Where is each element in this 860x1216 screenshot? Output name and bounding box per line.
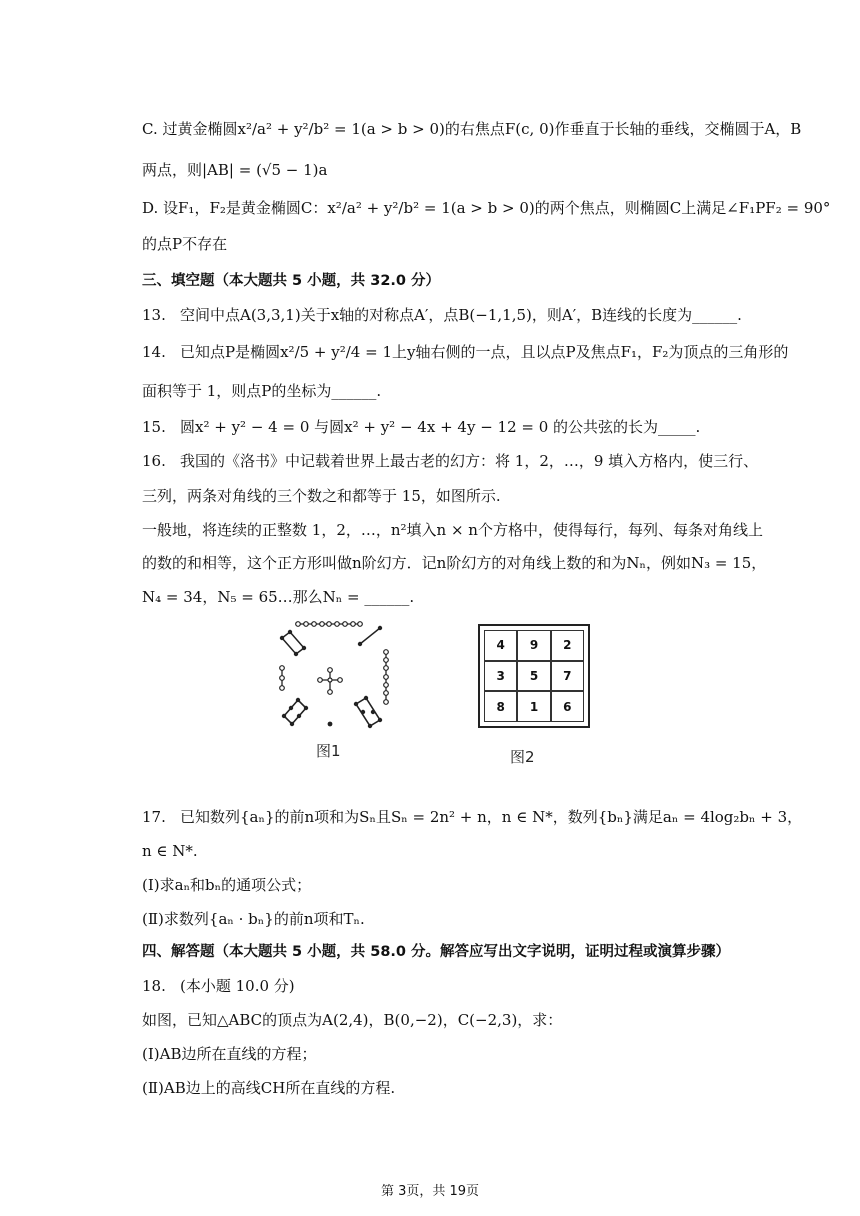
question-text: 已知数列{aₙ}的前n项和为Sₙ且Sₙ = 2n² + n，n ∈ N*，数列{bₙ}满足aₙ = 4log₂bₙ + 3， bbox=[180, 808, 803, 826]
question-16-line-5: N₄ = 34，N₅ = 65…那么Nₙ = ______. bbox=[142, 588, 415, 606]
question-text: 空间中点A(3,3,1)关于x轴的对称点A′，点B(−1,1,5)，则A′，B连线的长度为______. bbox=[180, 306, 742, 324]
question-17-part-1: (Ⅰ)求aₙ和bₙ的通项公式； bbox=[142, 876, 312, 894]
magic-square-cell: 7 bbox=[551, 661, 584, 692]
question-14-line-2: 面积等于 1，则点P的坐标为______. bbox=[142, 382, 382, 400]
question-16-line-3: 一般地，将连续的正整数 1，2，…，n²填入n × n个方格中，使得每行，每列、每条对角线上 bbox=[142, 521, 763, 539]
question-number: 17. bbox=[142, 808, 166, 826]
section-4-heading: 四、解答题（本大题共 5 小题，共 58.0 分。解答应写出文字说明，证明过程或演算步骤） bbox=[142, 944, 731, 960]
question-number: 13. bbox=[142, 306, 166, 324]
question-13 bbox=[142, 305, 782, 325]
question-text: 圆x² + y² − 4 = 0 与圆x² + y² − 4x + 4y − 12 = 0 的公共弦的长为_____. bbox=[180, 418, 701, 436]
magic-square-cell: 1 bbox=[517, 691, 550, 722]
magic-square-cell: 8 bbox=[484, 691, 517, 722]
magic-square-cell: 5 bbox=[517, 661, 550, 692]
luoshu-dot-diagram bbox=[268, 616, 398, 736]
question-18-line-1 bbox=[142, 976, 782, 996]
magic-square-grid bbox=[478, 624, 590, 728]
question-17-part-2: (Ⅱ)求数列{aₙ · bₙ}的前n项和Tₙ. bbox=[142, 910, 365, 928]
option-c-line-2: 两点，则|AB| = (√5 − 1)a bbox=[142, 161, 328, 179]
question-14-line-1 bbox=[142, 342, 789, 362]
question-16-line-2: 三列，两条对角线的三个数之和都等于 15，如图所示. bbox=[142, 487, 501, 505]
magic-square-cell: 6 bbox=[551, 691, 584, 722]
magic-square-figure bbox=[268, 612, 608, 772]
section-3-heading: 三、填空题（本大题共 5 小题，共 32.0 分） bbox=[142, 273, 441, 289]
page-footer: 第 3页，共 19页 bbox=[380, 1184, 480, 1199]
question-16-line-1 bbox=[142, 451, 782, 471]
option-c-line-1: C. 过黄金椭圆x²/a² + y²/b² = 1(a > b > 0)的右焦点F(c, 0)作垂直于长轴的垂线，交椭圆于A，B bbox=[142, 120, 802, 138]
option-d-line-2: 的点P不存在 bbox=[142, 235, 228, 253]
figure-2-caption: 图2 bbox=[510, 748, 535, 766]
question-number: 14. bbox=[142, 343, 166, 361]
question-15 bbox=[142, 417, 782, 437]
question-18-part-1: (Ⅰ)AB边所在直线的方程； bbox=[142, 1045, 317, 1063]
question-number: 15. bbox=[142, 418, 166, 436]
figure-1-caption: 图1 bbox=[316, 742, 341, 760]
question-18-line-2: 如图，已知△ABC的顶点为A(2,4)，B(0,−2)，C(−2,3)，求： bbox=[142, 1011, 563, 1029]
magic-square-cell: 4 bbox=[484, 630, 517, 661]
question-18-part-2: (Ⅱ)AB边上的高线CH所在直线的方程. bbox=[142, 1079, 396, 1097]
question-17-line-1 bbox=[142, 807, 803, 827]
question-number: 18. bbox=[142, 977, 166, 995]
question-text: (本小题 10.0 分) bbox=[180, 977, 295, 995]
option-d-line-1: D. 设F₁，F₂是黄金椭圆C：x²/a² + y²/b² = 1(a > b > 0)的两个焦点，则椭圆C上满足∠F₁PF₂ = 90° bbox=[142, 199, 831, 217]
question-text: 已知点P是椭圆x²/5 + y²/4 = 1上y轴右侧的一点，且以点P及焦点F₁，F₂为顶点的三角形的 bbox=[180, 343, 789, 361]
magic-square-cell: 3 bbox=[484, 661, 517, 692]
magic-square-cell: 2 bbox=[551, 630, 584, 661]
magic-square-cell: 9 bbox=[517, 630, 550, 661]
question-16-line-4: 的数的和相等，这个正方形叫做n阶幻方．记n阶幻方的对角线上数的和为Nₙ，例如N₃ = 15， bbox=[142, 554, 767, 572]
question-17-line-2: n ∈ N*. bbox=[142, 842, 198, 860]
question-text: 我国的《洛书》中记载着世界上最古老的幻方：将 1，2，…，9 填入方格内，使三行、 bbox=[180, 452, 759, 470]
question-number: 16. bbox=[142, 452, 166, 470]
